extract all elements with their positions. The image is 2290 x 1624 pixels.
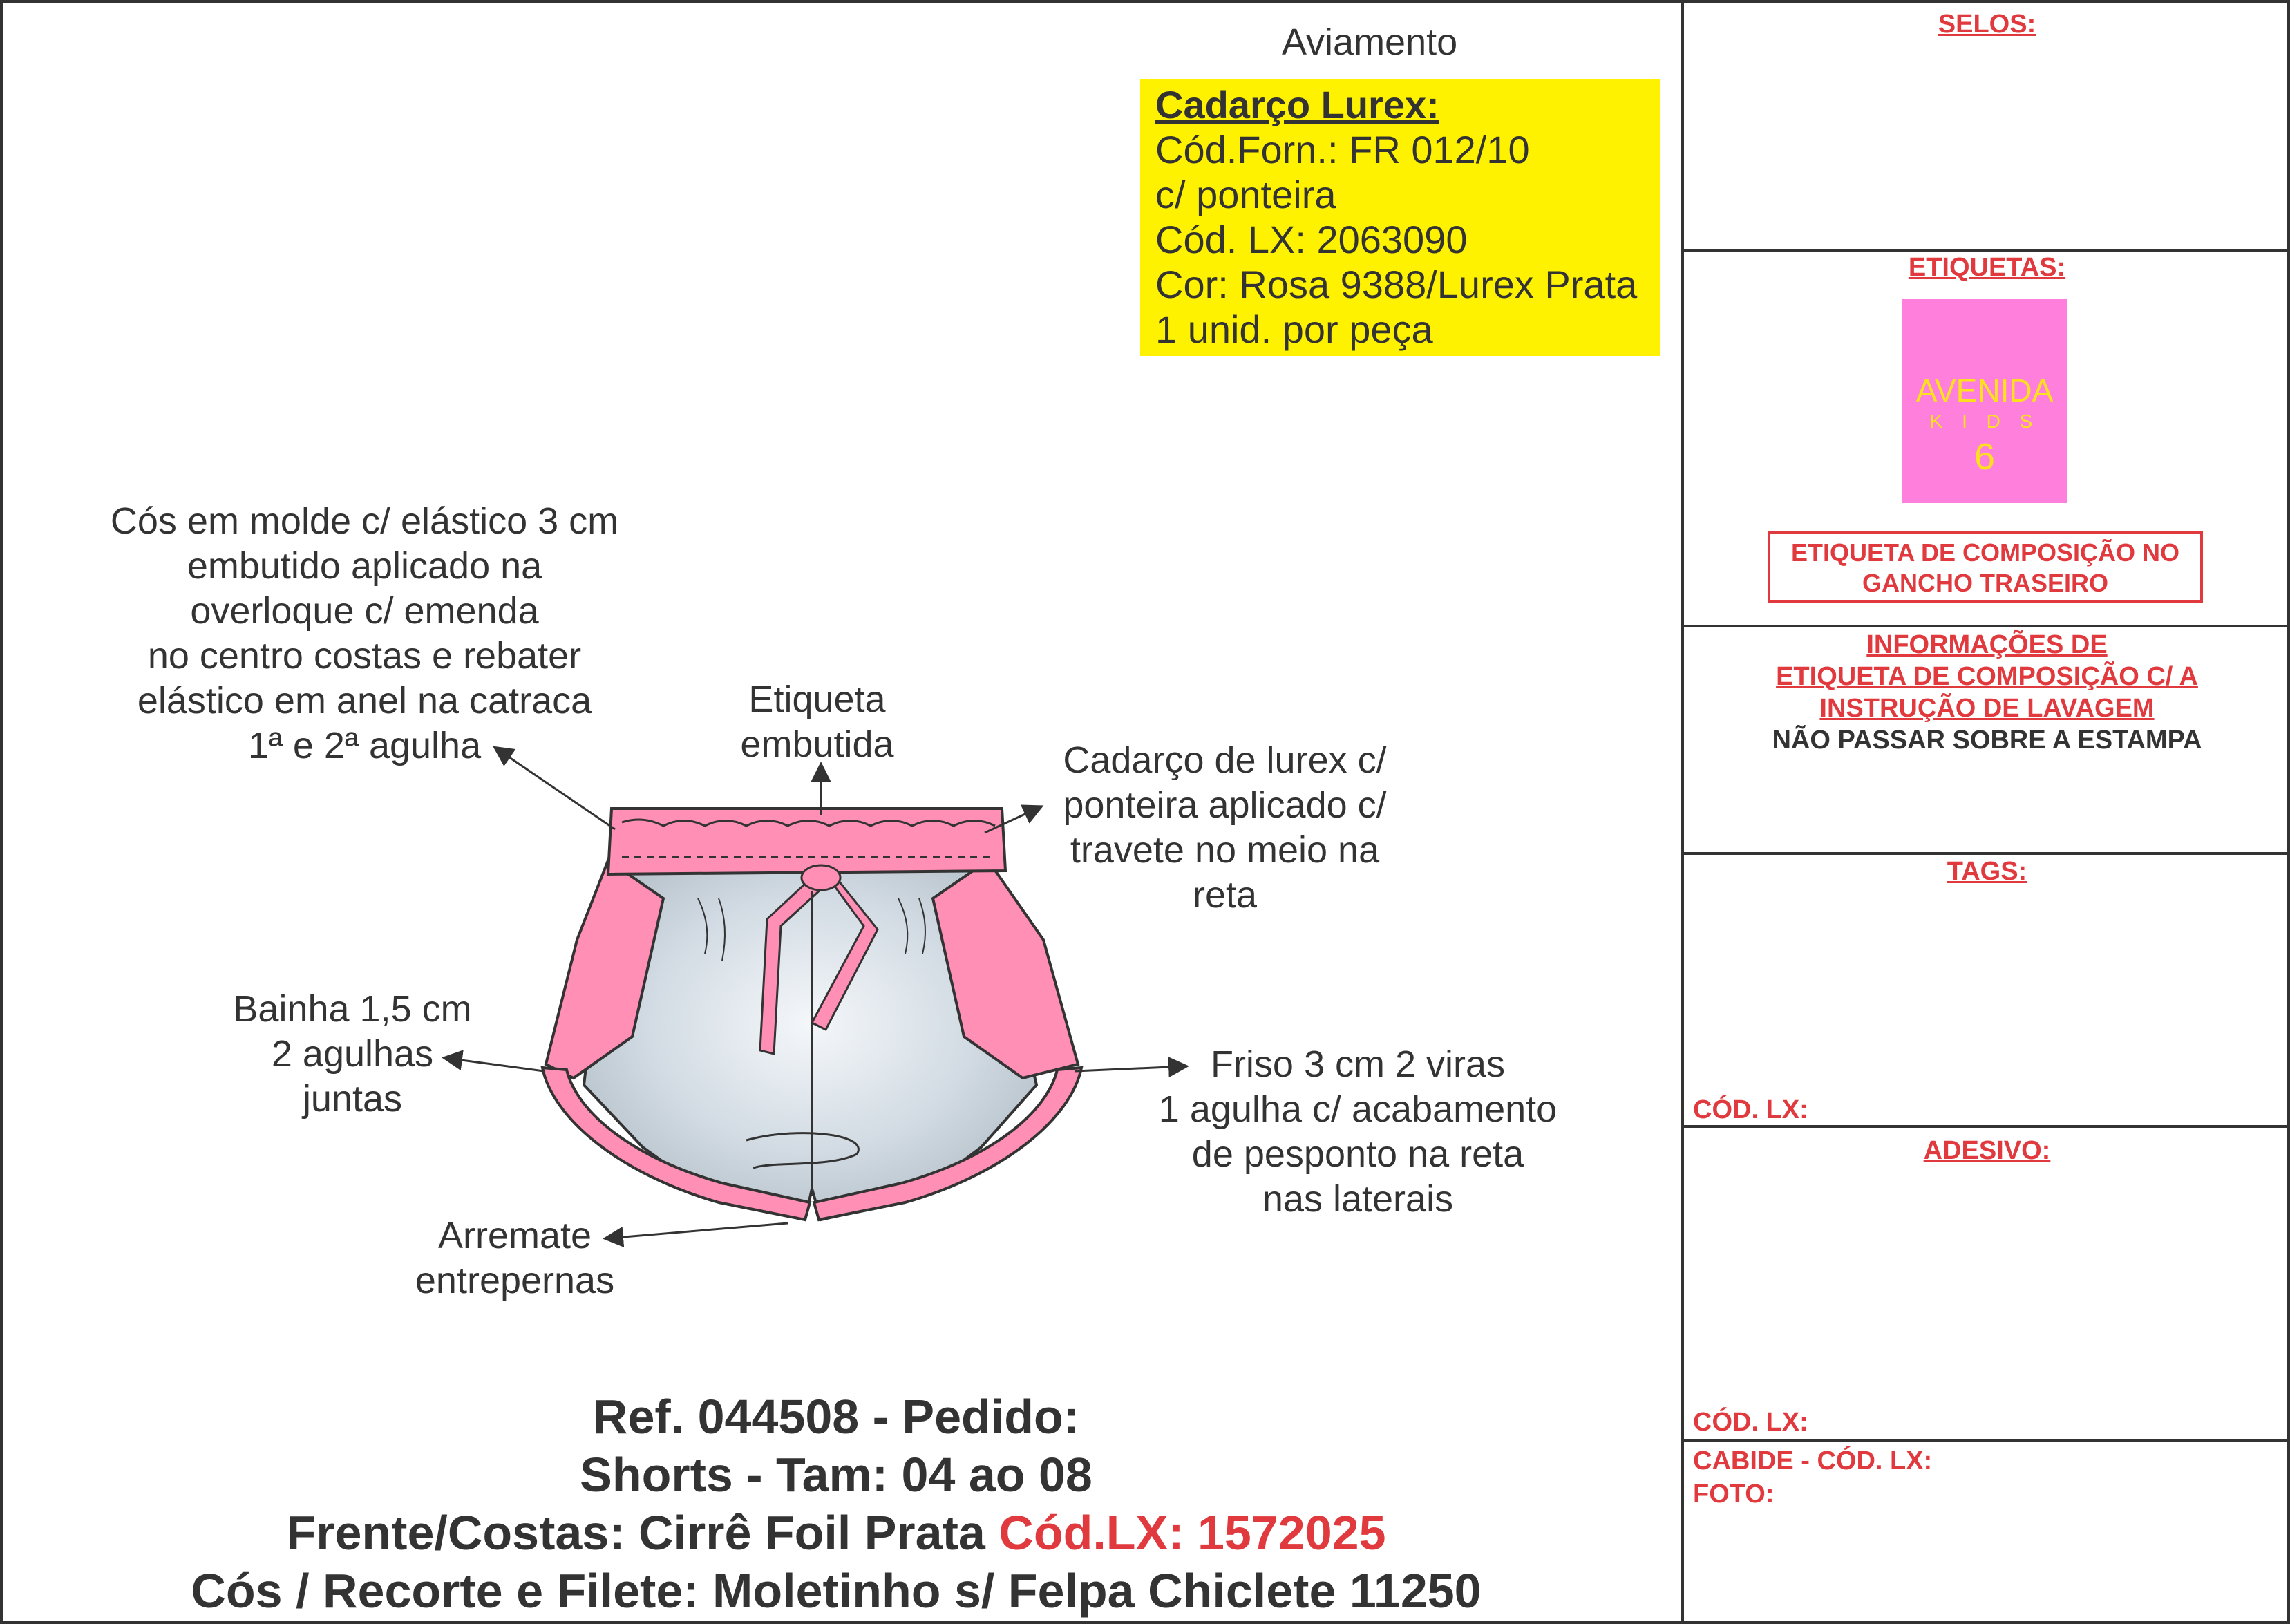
etiquetas-title: ETIQUETAS: (1908, 253, 2066, 282)
reference-line-1: Ref. 044508 - Pedido: (592, 1390, 1080, 1444)
selos-title: SELOS: (1938, 10, 2036, 39)
brand-label-sub: K I D S (1929, 410, 2040, 432)
callout-bainha: Bainha 1,5 cm 2 agulhas juntas (233, 988, 472, 1120)
adesivo-title: ADESIVO: (1923, 1136, 2051, 1165)
brand-label-size: 6 (1974, 436, 1996, 478)
fabric-code: Cód.LX: 1572025 (999, 1506, 1386, 1560)
cabide-cod-lx: CABIDE - CÓD. LX: (1693, 1446, 1933, 1475)
tags-cod-lx: CÓD. LX: (1693, 1095, 1808, 1124)
aviamento-heading: Aviamento (1282, 21, 1458, 63)
brand-label (1902, 299, 2067, 503)
callout-cos: Cós em molde c/ elástico 3 cm embutido aplicado na overloque c/ emenda no centro costas e rebater elástico em anel na catraca 1ª e 2ª agulha (110, 500, 619, 766)
reference-line-2: Shorts - Tam: 04 ao 08 (580, 1448, 1092, 1502)
callout-arremate: Arremate entrepernas (415, 1215, 615, 1301)
panel-divider-1 (1681, 249, 2290, 252)
aviamento-line: Cód.Forn.: FR 012/10 (1155, 128, 1530, 171)
aviamento-title: Cadarço Lurex: (1155, 83, 1439, 126)
panel-divider-5 (1681, 1439, 2290, 1442)
waistband (608, 809, 1005, 874)
callout-etiqueta: Etiqueta embutida (740, 679, 894, 765)
adesivo-cod-lx: CÓD. LX: (1693, 1408, 1808, 1437)
foto-label: FOTO: (1693, 1480, 1775, 1509)
composition-info: INFORMAÇÕES DE ETIQUETA DE COMPOSIÇÃO C/ A INSTRUÇÃO DE LAVAGEM NÃO PASSAR SOBRE A ESTAMPA (1684, 629, 2290, 756)
callout-cadarco: Cadarço de lurex c/ ponteira aplicado c/ travete no meio na reta (1063, 739, 1387, 916)
aviamento-line: Cód. LX: 2063090 (1155, 218, 1468, 261)
composition-label-box: ETIQUETA DE COMPOSIÇÃO NO GANCHO TRASEIRO (1768, 531, 2203, 603)
side-panel-divider (1681, 0, 1684, 1624)
reference-line-4: Cós / Recorte e Filete: Moletinho s/ Felpa Chiclete 11250 (191, 1564, 1482, 1618)
panel-divider-3 (1681, 852, 2290, 855)
panel-divider-2 (1681, 625, 2290, 627)
tags-title: TAGS: (1947, 857, 2027, 886)
aviamento-line: Cor: Rosa 9388/Lurex Prata (1155, 263, 1638, 306)
wash-warning: NÃO PASSAR SOBRE A ESTAMPA (1772, 726, 2202, 755)
callout-friso: Friso 3 cm 2 viras 1 agulha c/ acabamento de pesponto na reta nas laterais (1158, 1044, 1558, 1220)
aviamento-line: 1 unid. por peça (1155, 308, 1433, 351)
reference-line-3: Frente/Costas: Cirrê Foil Prata Cód.LX: 1572025 (286, 1506, 1386, 1560)
aviamento-line: c/ ponteira (1155, 173, 1336, 216)
reference-block (138, 1388, 1534, 1620)
brand-label-name: AVENIDA (1915, 372, 2054, 408)
